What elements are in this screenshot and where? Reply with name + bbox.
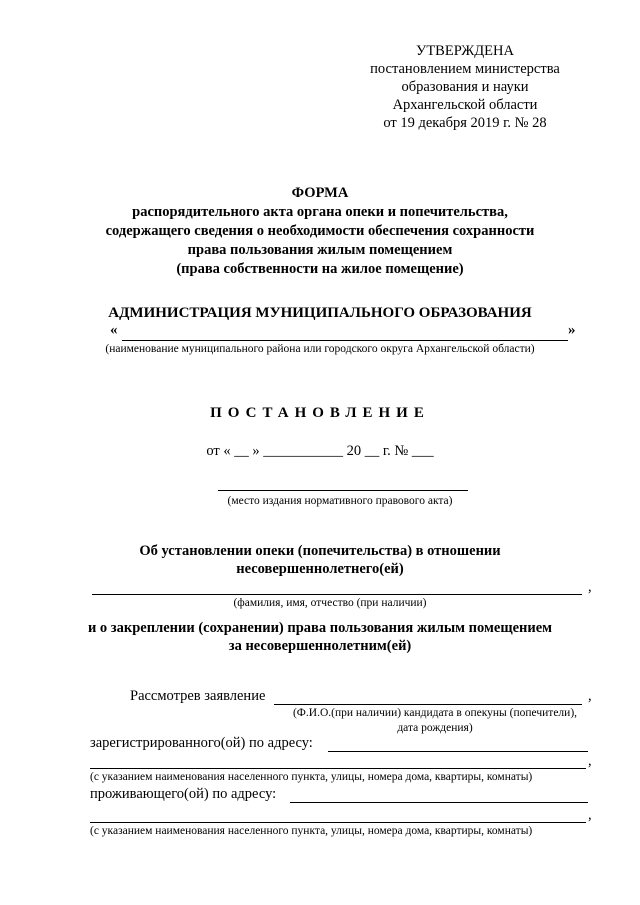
residing-address-caption: (с указанием наименования населенного пункта, улицы, номера дома, квартиры, комнаты) (90, 825, 533, 837)
form-title (60, 184, 580, 279)
residing-address-line-2[interactable] (90, 822, 586, 823)
residing-address-line-1[interactable] (290, 802, 588, 803)
subject-line: и о закреплении (сохранении) права пользования жилым помещением (87, 620, 553, 636)
approval-date: от 19 декабря 2019 г. № 28 (383, 115, 547, 131)
decree-place-line[interactable] (218, 490, 468, 491)
municipality-name-line[interactable] (122, 340, 568, 341)
form-title-line: содержащего сведения о необходимости обеспечения сохранности (105, 223, 535, 239)
municipality-caption: (наименование муниципального района или городского округа Архангельской области) (105, 343, 535, 355)
approval-line: образования и науки (401, 79, 529, 95)
decree-date-line: от « __ » ___________ 20 __ г. № ___ (206, 443, 434, 459)
minor-fio-caption: (фамилия, имя, отчество (при наличии) (233, 597, 427, 609)
decree-title: ПОСТАНОВЛЕНИЕ (210, 405, 430, 421)
candidate-fio-line[interactable] (274, 704, 582, 705)
approval-line: постановлением министерства (370, 61, 560, 77)
open-quote: « (110, 322, 118, 338)
subject-line: Об установлении опеки (попечительства) в отношении (139, 543, 501, 559)
form-title-line: права пользования жилым помещением (187, 242, 453, 258)
subject-line: несовершеннолетнего(ей) (236, 561, 404, 577)
approval-heading: УТВЕРЖДЕНА (416, 43, 514, 59)
comma: , (588, 688, 592, 704)
residing-label: проживающего(ой) по адресу: (90, 786, 277, 802)
approval-line: Архангельской области (392, 97, 538, 113)
candidate-caption: дата рождения) (397, 722, 473, 734)
considered-label: Рассмотрев заявление (130, 688, 266, 704)
candidate-caption: (Ф.И.О.(при наличии) кандидата в опекуны (попечители), (292, 707, 578, 719)
minor-fio-line[interactable] (92, 594, 582, 595)
registered-label: зарегистрированного(ой) по адресу: (90, 735, 313, 751)
form-title-line: ФОРМА (291, 185, 349, 201)
comma: , (588, 579, 592, 595)
administration-title: АДМИНИСТРАЦИЯ МУНИЦИПАЛЬНОГО ОБРАЗОВАНИЯ (108, 305, 532, 321)
subject-line: за несовершеннолетним(ей) (228, 638, 412, 654)
registered-address-caption: (с указанием наименования населенного пункта, улицы, номера дома, квартиры, комнаты) (90, 771, 533, 783)
registered-address-line-1[interactable] (328, 751, 588, 752)
approval-block (340, 42, 590, 132)
decree-place-caption: (место издания нормативного правового акта) (227, 495, 453, 507)
form-title-line: (права собственности на жилое помещение) (176, 261, 464, 277)
close-quote: » (568, 322, 576, 338)
registered-address-line-2[interactable] (90, 768, 586, 769)
comma: , (588, 807, 592, 823)
comma: , (588, 753, 592, 769)
form-title-line: распорядительного акта органа опеки и попечительства, (132, 204, 508, 220)
